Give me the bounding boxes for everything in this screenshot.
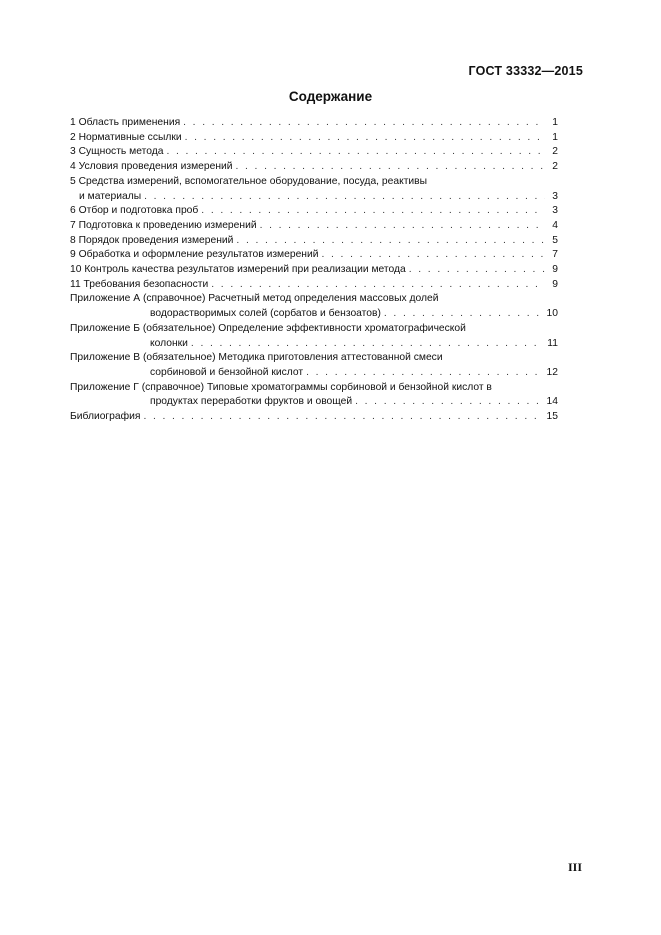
toc-entry-page: 1	[552, 117, 558, 128]
leader-dots	[236, 160, 545, 175]
toc-entry[interactable]	[70, 131, 558, 146]
toc-entry-title: 4 Условия проведения измерений	[70, 161, 233, 173]
toc-entry-title: 7 Подготовка к проведению измерений	[70, 219, 257, 231]
leader-dots	[144, 190, 545, 205]
leader-dots	[191, 337, 544, 352]
toc-entry-title-continued: водорастворимых солей (сорбатов и бензоатов)	[150, 308, 381, 320]
toc-entry[interactable]	[70, 160, 558, 175]
toc-entry[interactable]	[70, 204, 558, 219]
toc-entry-title: 2 Нормативные ссылки	[70, 131, 182, 143]
toc-entry-title: 10 Контроль качества результатов измерений при реализации метода	[70, 264, 406, 276]
toc-entry-page: 2	[552, 161, 558, 173]
toc-entry[interactable]	[70, 248, 558, 263]
toc-entry[interactable]	[70, 116, 558, 131]
toc-entry-page: 4	[552, 219, 558, 231]
toc-entry-title-continued: сорбиновой и бензойной кислот	[150, 366, 304, 378]
toc-entry[interactable]	[70, 292, 558, 321]
toc-entry-title-continued: и материалы	[79, 190, 142, 202]
leader-dots	[185, 131, 545, 146]
toc-entry-title: Приложение В (обязательное) Методика приготовления аттестованной смеси	[70, 352, 443, 364]
toc-entry-page: 2	[552, 146, 558, 158]
toc-entry-title: 1 Область применения	[70, 117, 181, 128]
toc-entry-page: 7	[552, 249, 558, 261]
leader-dots	[306, 366, 543, 381]
table-of-contents	[70, 116, 558, 425]
toc-entry-title: 3 Сущность метода	[70, 146, 164, 158]
toc-entry[interactable]	[70, 234, 558, 249]
toc-entry-title: Библиография	[70, 411, 141, 423]
toc-entry-title: Приложение Г (справочное) Типовые хроматограммы сорбиновой и бензойной кислот в	[70, 381, 492, 393]
toc-entry-page: 15	[546, 411, 558, 423]
toc-entry-page: 12	[546, 366, 558, 378]
toc-entry-page: 5	[552, 234, 558, 246]
toc-entry-title: 11 Требования безопасности	[70, 278, 209, 290]
toc-entry-title: 5 Средства измерений, вспомогательное оборудование, посуда, реактивы	[70, 175, 428, 187]
toc-entry-page: 3	[552, 190, 558, 202]
leader-dots	[143, 410, 543, 425]
leader-dots	[355, 395, 543, 410]
leader-dots	[322, 248, 546, 263]
leader-dots	[201, 204, 545, 219]
toc-entry-page: 9	[552, 264, 558, 276]
toc-entry-title-continued: продуктах переработки фруктов и овощей	[150, 396, 353, 408]
toc-entry[interactable]	[70, 322, 558, 351]
toc-entry[interactable]	[70, 219, 558, 234]
leader-dots	[183, 116, 545, 131]
leader-dots	[236, 234, 545, 249]
toc-entry[interactable]	[70, 410, 558, 425]
leader-dots	[166, 145, 545, 160]
toc-entry[interactable]	[70, 263, 558, 278]
toc-entry-title: 9 Обработка и оформление результатов измерений	[70, 249, 319, 261]
toc-entry-page: 10	[546, 308, 558, 320]
doc-code: ГОСТ 33332—2015	[468, 64, 583, 78]
toc-entry-title: 8 Порядок проведения измерений	[70, 234, 234, 246]
toc-entry-title: Приложение Б (обязательное) Определение эффективности хроматографической	[70, 322, 466, 334]
toc-entry-page: 9	[552, 278, 558, 290]
toc-entry-page: 3	[552, 205, 558, 217]
page-number: III	[567, 860, 582, 874]
toc-entry[interactable]	[70, 381, 558, 410]
toc-entry-title: 6 Отбор и подготовка проб	[70, 205, 199, 217]
toc-entry-title: Приложение А (справочное) Расчетный метод определения массовых долей	[70, 293, 439, 305]
page-title: Содержание	[288, 89, 373, 104]
toc-entry[interactable]	[70, 351, 558, 380]
toc-entry[interactable]	[70, 145, 558, 160]
toc-entry[interactable]	[70, 278, 558, 293]
toc-entry-page: 1	[552, 131, 558, 143]
toc-entry[interactable]	[70, 175, 558, 204]
leader-dots	[409, 263, 545, 278]
toc-entry-page: 14	[546, 396, 558, 408]
leader-dots	[260, 219, 545, 234]
toc-entry-page: 11	[547, 337, 558, 349]
toc-entry-title-continued: колонки	[150, 337, 188, 349]
leader-dots	[384, 307, 544, 322]
leader-dots	[211, 278, 545, 293]
